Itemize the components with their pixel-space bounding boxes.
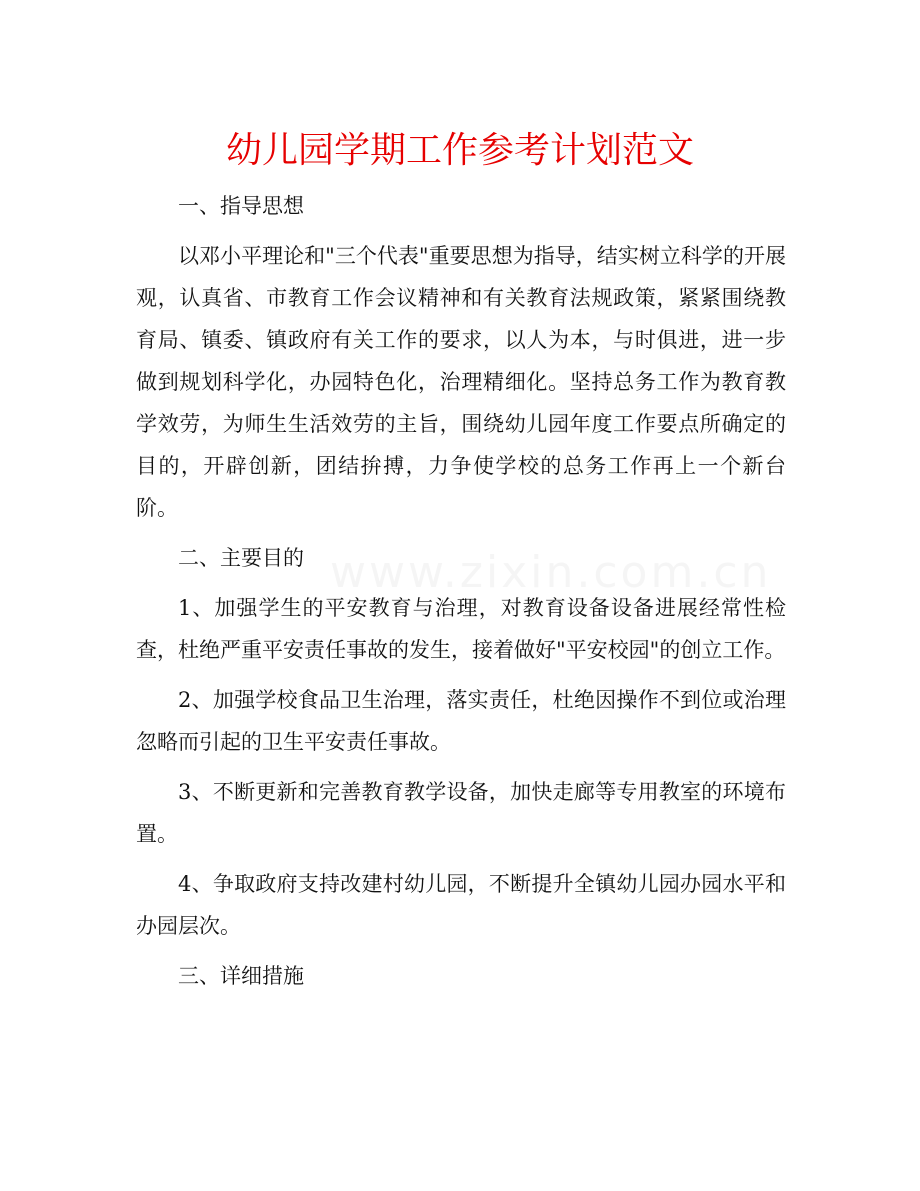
section-heading-detailed-measures: 三、详细措施 <box>178 964 304 988</box>
section-heading-guiding-thought: 一、指导思想 <box>178 194 304 218</box>
watermark: www.zixin.com.cn <box>330 547 772 598</box>
paragraph-goal-1: 1、加强学生的平安教育与治理，对教育设备设备进展经常性检查，杜绝严重平安责任事故的发生，接着做好"平安校园"的创立工作。 <box>136 596 786 662</box>
paragraph-goal-3: 3、不断更新和完善教育教学设备，加快走廊等专用教室的环境布置。 <box>136 780 786 846</box>
document-body <box>136 185 786 997</box>
paragraph-goal-2: 2、加强学校食品卫生治理，落实责任，杜绝因操作不到位或治理忽略而引起的卫生平安责任事故。 <box>136 688 786 754</box>
paragraph-guiding-thought: 以邓小平理论和"三个代表"重要思想为指导，结实树立科学的开展观，认真省、市教育工作会议精神和有关教育法规政策，紧紧围绕教育局、镇委、镇政府有关工作的要求，以人为本，与时俱进，进一步做到规划科学化，办园特色化，治理精细化。坚持总务工作为教育教学效劳，为师生生活效劳的主旨，围绕幼儿园年度工作要点所确定的目的，开辟创新，团结拚搏，力争使学校的总务工作再上一个新台阶。 <box>136 244 786 520</box>
paragraph-goal-4: 4、争取政府支持改建村幼儿园，不断提升全镇幼儿园办园水平和办园层次。 <box>136 872 786 938</box>
section-heading-main-goals: 二、主要目的 <box>178 546 304 570</box>
document-title: 幼儿园学期工作参考计划范文 <box>225 130 694 171</box>
